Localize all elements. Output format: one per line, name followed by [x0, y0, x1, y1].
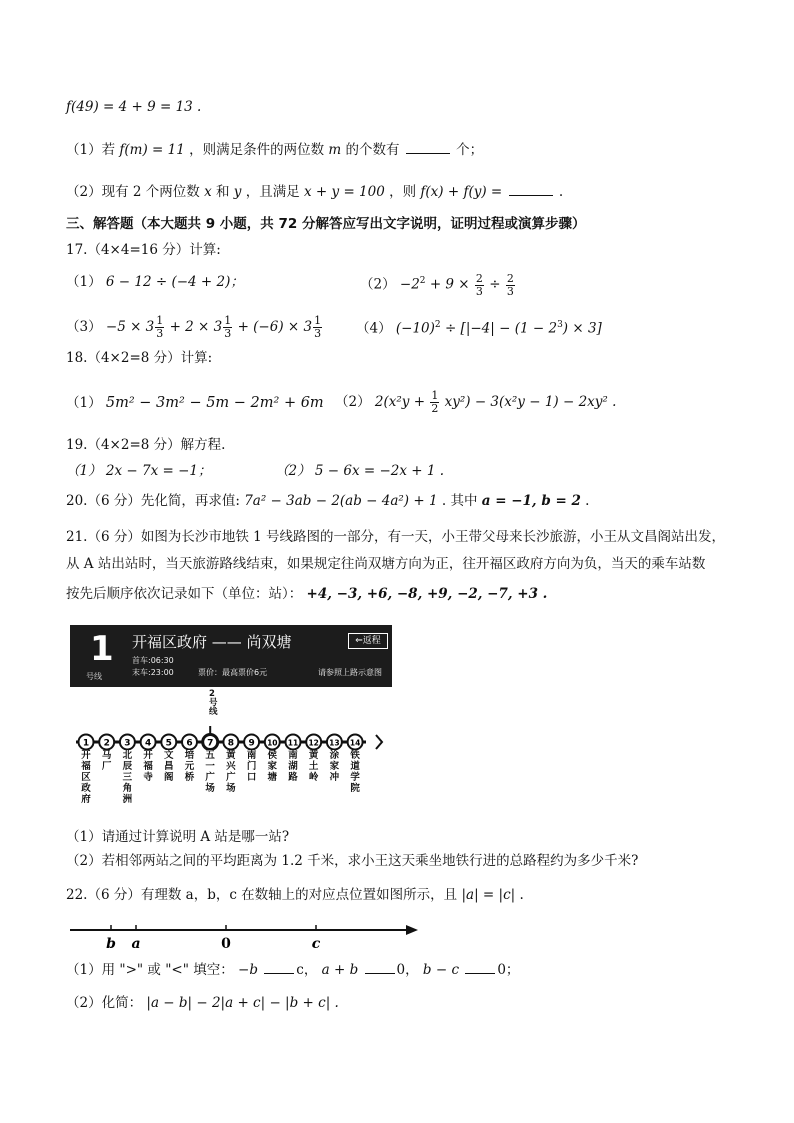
- station-number: 9: [248, 738, 255, 749]
- q20-text2: . 其中: [441, 493, 478, 509]
- station-number: 1: [82, 738, 90, 749]
- fare-tip: 票价：最高票价6元: [198, 668, 268, 677]
- q22-sub1-text: （1）用 ">" 或 "<" 填空：: [66, 962, 234, 978]
- answer-blank[interactable]: [509, 182, 553, 196]
- q22-end: .: [519, 887, 524, 903]
- q21-line2: 从 A 站出站时，当天旅游路线结束，如果规定往尚双塘方向为正，往开福区政府方向为负，当天的乘车站数: [66, 556, 706, 572]
- station-number: 10: [267, 738, 278, 748]
- q19-stem: 19.（4×2=8 分）解方程.: [66, 437, 226, 453]
- q16-part2-y: y: [233, 184, 242, 200]
- frac-den: 3: [314, 327, 322, 340]
- q16-part1-expr: f(m) = 11: [119, 142, 185, 158]
- q22-sub2: [66, 994, 339, 1012]
- frac-num: 2: [506, 271, 514, 285]
- q17-p4-exp1: 2: [434, 320, 441, 330]
- q22-sub1: [66, 960, 519, 979]
- axis-label-c: c: [311, 936, 321, 952]
- q17-p4-b: ÷ [|−4| − (1 − 2: [444, 320, 558, 337]
- q16-part1-text: （1）若: [66, 142, 116, 158]
- q17-p2-b: + 9 ×: [429, 276, 470, 293]
- direction-arrow-icon: [376, 735, 382, 749]
- q19-part2: （2） 5 − 6x = −2x + 1 .: [275, 463, 445, 479]
- station-line-diagram: [70, 690, 400, 750]
- frac-num: 1: [314, 314, 322, 327]
- q16-part1: [66, 140, 483, 159]
- frac-den: 2: [431, 402, 439, 415]
- q17-p2-div: ÷: [489, 276, 501, 293]
- transfer-line-label: 2号线: [209, 689, 218, 717]
- q18-stem: 18.（4×2=8 分）计算:: [66, 350, 213, 366]
- station-name: 黄兴广场: [226, 750, 236, 794]
- station-name: 培元桥: [184, 750, 195, 783]
- q18-p2-frac: [430, 390, 439, 415]
- station-name: 南湖路: [288, 750, 298, 783]
- q21-line3-text: 按先后顺序依次记录如下（单位：站）：: [66, 586, 303, 602]
- q16-part2-text2: ，且满足: [245, 184, 300, 200]
- station-name: 铁道学院: [350, 750, 360, 794]
- q17-p4-exp2: 3: [557, 320, 563, 330]
- axis-label-a: a: [131, 936, 141, 952]
- q22-e3: b − c: [422, 962, 460, 978]
- q17-p3-frac2: [223, 315, 232, 340]
- q17-stem: 17.（4×4=16 分）计算:: [66, 242, 221, 258]
- station-name: 开福区政府: [81, 750, 91, 805]
- q17-p3-label: （3）: [66, 319, 102, 335]
- q22-t3: 0；: [497, 962, 520, 978]
- q18-p1-label: （1）: [66, 395, 102, 411]
- q16-example: f(49) = 4 + 9 = 13 .: [66, 99, 202, 115]
- q18-p1-expr: 5m² − 3m² − 5m − 2m² + 6m: [105, 395, 324, 411]
- q20: [66, 492, 589, 510]
- q17-p2-a: −2: [399, 276, 420, 293]
- q22-e1: −b: [238, 962, 258, 978]
- q16-part1-text2: ，则满足条件的两位数: [189, 142, 325, 158]
- frac-den: 3: [224, 327, 232, 340]
- station-number: 2: [103, 738, 110, 749]
- q17-p3-b: + 2 × 3: [169, 319, 223, 335]
- q16-part2-text: （2）现有 2 个两位数: [66, 184, 200, 200]
- frac-num: 1: [431, 389, 439, 402]
- q18-part2: [335, 390, 616, 415]
- q22-t2: 0，: [396, 962, 419, 978]
- q17-p3-frac3: [313, 315, 322, 340]
- q20-text: 20.（6 分）先化简，再求值:: [66, 493, 240, 509]
- last-train: 末车:23:00: [132, 668, 174, 677]
- line-title: 开福区政府 —— 尚双塘: [132, 633, 292, 651]
- q16-part2-end: .: [558, 184, 564, 200]
- metro-line-sign: [70, 625, 392, 687]
- frac-den: 3: [156, 327, 164, 340]
- q22-sub2-text: （2）化简：: [66, 995, 143, 1011]
- station-name: 南门口: [246, 750, 257, 783]
- station-name: 开福寺: [143, 750, 153, 783]
- q20-cond: a = −1, b = 2: [481, 493, 581, 509]
- map-note: 请参照上路示意图: [318, 668, 382, 677]
- q18-p2-a: 2(x²y +: [374, 394, 426, 410]
- number-line: [66, 914, 426, 954]
- station-number: 14: [349, 738, 361, 748]
- q16-part1-var: m: [328, 142, 342, 158]
- q17-p2-frac2: [506, 273, 515, 298]
- station-name: 侯家塘: [267, 750, 278, 783]
- q17-part4: [356, 316, 602, 338]
- station-name: 五一广场: [205, 750, 215, 794]
- q22-e2: a + b: [321, 962, 359, 978]
- q16-part2-expr: f(x) + f(y) =: [420, 184, 503, 200]
- q17-p2-label: （2）: [360, 276, 396, 293]
- answer-blank[interactable]: [465, 960, 495, 974]
- return-label: ⇐返程: [348, 633, 388, 649]
- q22-cond: |a| = |c|: [461, 887, 516, 903]
- axis-arrow-icon: [406, 925, 418, 935]
- q17-p2-exp: 2: [419, 276, 426, 286]
- q17-p4-c: ) × 3]: [562, 320, 602, 337]
- q17-p2-frac: [475, 273, 484, 298]
- q22-stem-text: 22.（6 分）有理数 a，b，c 在数轴上的对应点位置如图所示，且: [66, 887, 458, 903]
- q17-part1: [66, 273, 244, 291]
- frac-den: 3: [506, 284, 514, 298]
- q19-part1: （1） 2x − 7x = −1；: [66, 463, 212, 479]
- q16-part2-x: x: [204, 184, 212, 200]
- station-number: 3: [124, 738, 131, 749]
- frac-num: 1: [156, 314, 164, 327]
- station-name: 文昌阁: [164, 750, 174, 783]
- answer-blank[interactable]: [264, 960, 294, 974]
- first-train: 首车:06:30: [132, 656, 174, 665]
- q22-sub2-expr: |a − b| − 2|a + c| − |b + c| .: [146, 995, 339, 1011]
- station-number: 12: [308, 738, 319, 748]
- q16-part2-cond: x + y = 100: [304, 184, 385, 200]
- line-number: 1: [90, 629, 114, 669]
- axis-label-b: b: [106, 936, 116, 952]
- q16-part2-text3: ，则: [389, 184, 417, 200]
- q17-p1-expr: 6 − 12 ÷ (−4 + 2)；: [105, 274, 244, 290]
- q22-t1: c，: [296, 962, 318, 978]
- station-number: 5: [165, 738, 172, 749]
- q21-sub2: （2）若相邻两站之间的平均距离为 1.2 千米，求小王这天乘坐地铁行进的总路程约为多少千米?: [66, 853, 639, 869]
- q17-part2: [360, 272, 516, 298]
- section-heading: 三、解答题（本大题共 9 小题，共 72 分解答应写出文字说明，证明过程或演算步骤）: [66, 216, 586, 232]
- q18-p2-label: （2）: [335, 394, 371, 410]
- station-name: 马厂: [101, 750, 112, 772]
- line-number-sub: 号线: [86, 672, 102, 681]
- q18-part1: [66, 394, 324, 412]
- q17-p3-c: + (−6) × 3: [237, 319, 313, 335]
- station-name: 黄土岭: [308, 750, 319, 783]
- q17-part3: [66, 315, 323, 340]
- q17-p3-frac1: [155, 315, 164, 340]
- frac-num: 1: [224, 314, 232, 327]
- q18-p2-b: xy²) − 3(x²y − 1) − 2xy² .: [444, 394, 617, 410]
- q16-part1-text3: 的个数有: [345, 142, 400, 158]
- q22-stem: [66, 886, 524, 904]
- q17-p4-label: （4）: [356, 320, 392, 337]
- q21-sub1: （1）请通过计算说明 A 站是哪一站?: [66, 829, 290, 845]
- frac-den: 3: [475, 284, 483, 298]
- answer-blank[interactable]: [406, 140, 450, 154]
- station-number: 13: [329, 738, 340, 748]
- frac-num: 2: [475, 271, 483, 285]
- q17-p4-a: (−10): [395, 320, 435, 337]
- q17-p1-label: （1）: [66, 274, 102, 290]
- station-name: 北辰三角洲: [122, 750, 133, 805]
- station-number: 11: [287, 738, 299, 748]
- station-number: 8: [227, 738, 235, 749]
- q21-records: +4, −3, +6, −8, +9, −2, −7, +3 .: [306, 586, 548, 602]
- station-number: 7: [207, 738, 214, 749]
- q20-expr: 7a² − 3ab − 2(ab − 4a²) + 1: [244, 493, 438, 509]
- q21-line1: 21.（6 分）如图为长沙市地铁 1 号线路图的一部分，有一天，小王带父母来长沙旅游，小王从文昌阁站出发，: [66, 529, 726, 545]
- station-name: 涂家冲: [329, 750, 340, 783]
- q21-line3: [66, 585, 547, 603]
- q16-part2-and: 和: [215, 184, 230, 200]
- q16-part2: [66, 182, 563, 201]
- q20-end: .: [585, 493, 590, 509]
- station-number: 4: [144, 738, 152, 749]
- station-number: 6: [186, 738, 193, 749]
- q16-part1-text4: 个；: [456, 142, 484, 158]
- axis-label-zero: 0: [221, 936, 231, 952]
- answer-blank[interactable]: [365, 960, 395, 974]
- q17-p3-a: −5 × 3: [105, 319, 155, 335]
